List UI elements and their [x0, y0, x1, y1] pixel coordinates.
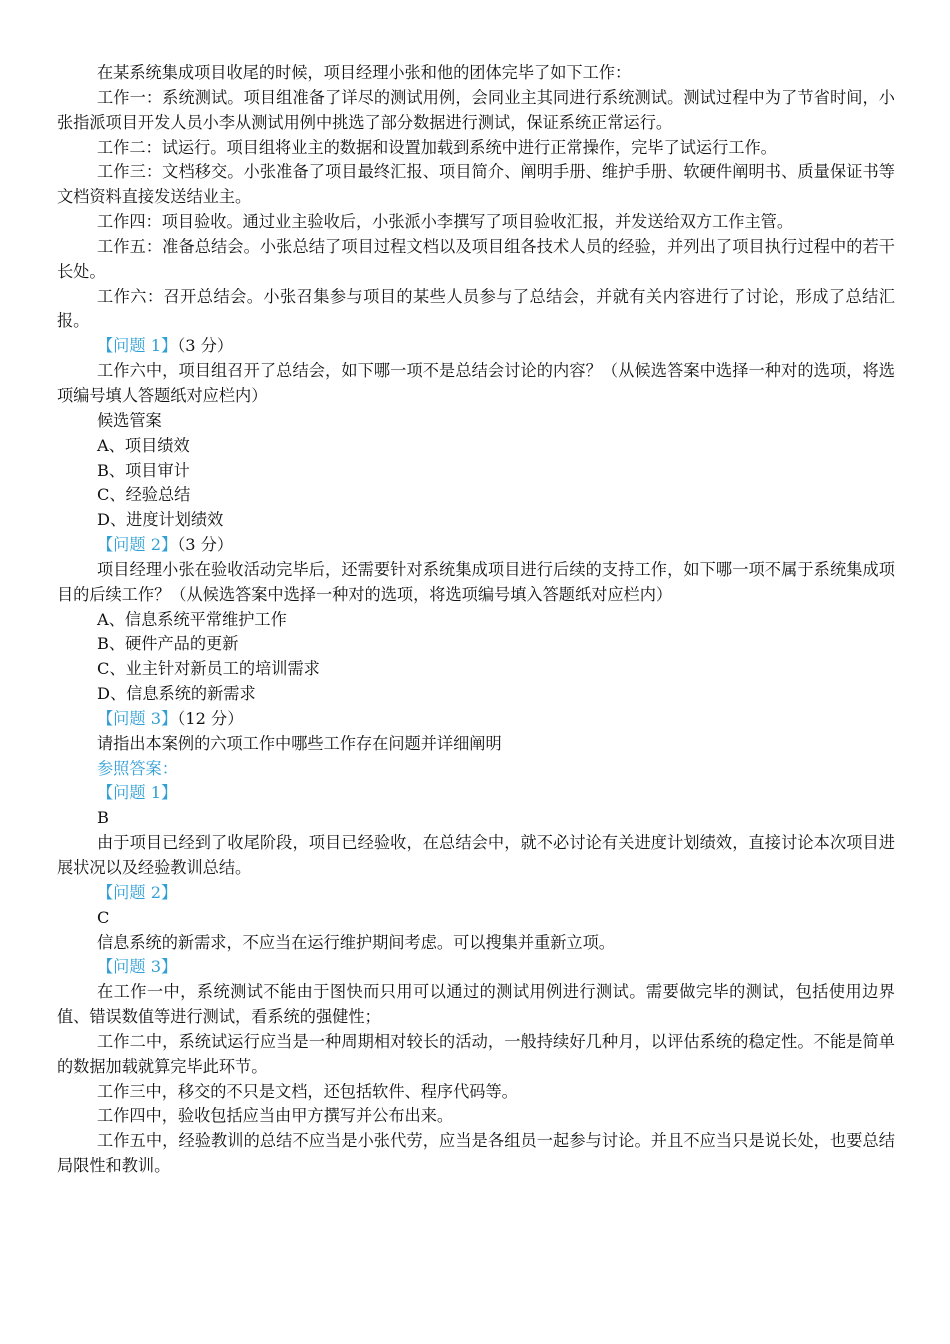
answer-3-point-4: 工作四中，验收包括应当由甲方撰写并公布出来。	[97, 1106, 454, 1126]
question-1-option-b: B、项目审计	[97, 460, 190, 480]
question-1-score: （3 分）	[177, 336, 234, 356]
question-2-option-d: D、信息系统的新需求	[97, 684, 256, 704]
question-1-option-a: A、项目绩效	[97, 435, 190, 455]
work-five-paragraph: 工作五：准备总结会。小张总结了项目过程文档以及项目组各技术人员的经验，并列出了项目执行过程中的若干长处。	[57, 236, 895, 281]
question-3-score: （12 分）	[177, 708, 244, 728]
question-2-option-c: C、业主针对新员工的培训需求	[97, 659, 320, 679]
question-1-candidates-label: 候选管案	[97, 410, 162, 430]
question-2-option-a: A、信息系统平常维护工作	[97, 609, 287, 629]
answer-3-point-3: 工作三中，移交的不只是文档，还包括软件、程序代码等。	[97, 1081, 518, 1101]
answer-3-point-2: 工作二中，系统试运行应当是一种周期相对较长的活动，一般持续好几种月，以评估系统的稳定性。不能是简单的数据加载就算完毕此环节。	[57, 1031, 895, 1076]
question-2-text: 项目经理小张在验收活动完毕后，还需要针对系统集成项目进行后续的支持工作，如下哪一项不属于系统集成项目的后续工作？（从候选答案中选择一种对的选项，将选项编号填入答题纸对应栏内）	[57, 559, 895, 604]
work-three-paragraph: 工作三：文档移交。小张准备了项目最终汇报、项目简介、阐明手册、维护手册、软硬件阐明书、质量保证书等文档资料直接发送结业主。	[57, 162, 895, 207]
answer-3-point-1: 在工作一中，系统测试不能由于图快而只用可以通过的测试用例进行测试。需要做完毕的测试，包括使用边界值、错误数值等进行测试，看系统的强健性；	[57, 982, 895, 1027]
answer-3-label: 【问题 3】	[97, 957, 178, 977]
answer-2-explanation: 信息系统的新需求，不应当在运行维护期间考虑。可以搜集并重新立项。	[97, 932, 615, 952]
answer-1-choice: B	[97, 808, 109, 828]
question-1-label: 【问题 1】	[97, 336, 178, 356]
answer-2-choice: C	[97, 907, 110, 927]
question-3-text: 请指出本案例的六项工作中哪些工作存在问题并详细阐明	[97, 733, 502, 753]
answer-heading: 参照答案：	[97, 758, 178, 778]
answer-2-label: 【问题 2】	[97, 882, 178, 902]
work-one-paragraph: 工作一：系统测试。项目组准备了详尽的测试用例，会同业主其同进行系统测试。测试过程中为了节省时间，小张指派项目开发人员小李从测试用例中挑选了部分数据进行测试，保证系统正常运行。	[57, 87, 895, 132]
question-1-option-c: C、经验总结	[97, 485, 191, 505]
answer-1-explanation: 由于项目已经到了收尾阶段，项目已经验收，在总结会中，就不必讨论有关进度计划绩效，直接讨论本次项目进展状况以及经验教训总结。	[57, 833, 895, 877]
answer-1-label: 【问题 1】	[97, 783, 178, 803]
question-2-heading	[57, 533, 895, 558]
work-four-paragraph: 工作四：项目验收。通过业主验收后，小张派小李撰写了项目验收汇报，并发送给双方工作主管。	[97, 212, 794, 232]
intro-paragraph: 在某系统集成项目收尾的时候，项目经理小张和他的团体完毕了如下工作：	[97, 63, 632, 82]
question-2-option-b: B、硬件产品的更新	[97, 634, 239, 654]
document-body	[57, 61, 895, 1179]
question-1-option-d: D、进度计划绩效	[97, 510, 224, 530]
question-1-text: 工作六中，项目组召开了总结会，如下哪一项不是总结会讨论的内容？（从候选答案中选择一种对的选项，将选项编号填人答题纸对应栏内）	[57, 361, 895, 405]
question-1-heading	[57, 334, 895, 359]
question-3-heading	[57, 707, 895, 732]
work-two-paragraph: 工作二：试运行。项目组将业主的数据和设置加载到系统中进行正常操作，完毕了试运行工作。	[97, 137, 777, 157]
question-2-label: 【问题 2】	[97, 535, 178, 555]
question-2-score: （3 分）	[177, 535, 234, 555]
answer-3-point-5: 工作五中，经验教训的总结不应当是小张代劳，应当是各组员一起参与讨论。并且不应当只是说长处，也要总结局限性和教训。	[57, 1131, 895, 1176]
work-six-paragraph: 工作六：召开总结会。小张召集参与项目的某些人员参与了总结会，并就有关内容进行了讨论，形成了总结汇报。	[57, 286, 895, 331]
question-3-label: 【问题 3】	[97, 708, 178, 728]
